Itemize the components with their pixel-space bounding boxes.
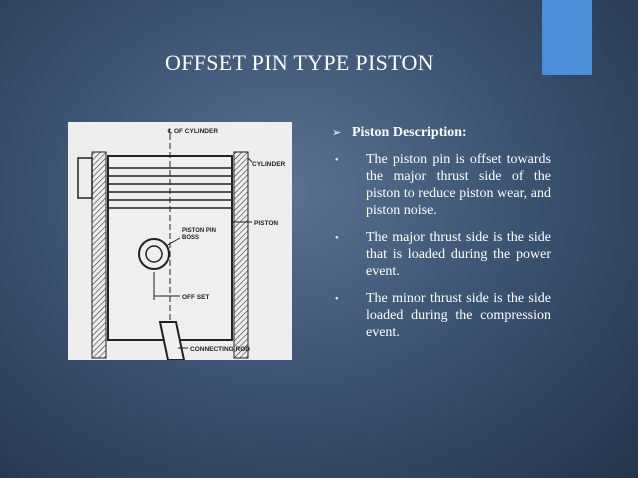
- piston-diagram-drawing: [68, 122, 292, 360]
- piston-pin-bore: [146, 246, 162, 262]
- cylinder-wall-left: [92, 152, 106, 358]
- label-pin-boss-line2: BOSS: [182, 235, 200, 241]
- bullet-dot-icon: •: [335, 294, 339, 305]
- bullet-dot-icon: •: [335, 233, 339, 244]
- bullet-item: [332, 151, 551, 219]
- arrow-bullet-icon: ➢: [332, 126, 342, 139]
- bullet-dot-icon: •: [335, 155, 339, 166]
- piston-diagram: [68, 122, 292, 360]
- bullet-item: [332, 229, 551, 280]
- bullet-text: The minor thrust side is the side loaded during the compression event.: [366, 291, 551, 340]
- bullet-text: The piston pin is offset towards the major thrust side of the piston to reduce piston wear, and piston noise.: [366, 152, 551, 218]
- description-heading-text: Piston Description:: [352, 125, 467, 140]
- label-connecting-rod: CONNECTING ROD: [190, 346, 250, 353]
- label-cl-cylinder: ℄ OF CYLINDER: [168, 128, 219, 135]
- cylinder-flange: [78, 158, 92, 198]
- label-cylinder: CYLINDER: [252, 161, 286, 168]
- bullet-item: [332, 290, 551, 341]
- description-block: [332, 124, 551, 351]
- description-heading: [332, 124, 551, 141]
- label-offset: OFF SET: [182, 294, 210, 301]
- slide-title: OFFSET PIN TYPE PISTON: [165, 50, 434, 75]
- accent-bar: [542, 0, 592, 75]
- cylinder-wall-right: [234, 152, 248, 358]
- bullet-text: The major thrust side is the side that is loaded during the power event.: [366, 230, 551, 279]
- label-pin-boss-line1: PISTON PIN: [182, 228, 216, 234]
- label-piston: PISTON: [254, 220, 279, 227]
